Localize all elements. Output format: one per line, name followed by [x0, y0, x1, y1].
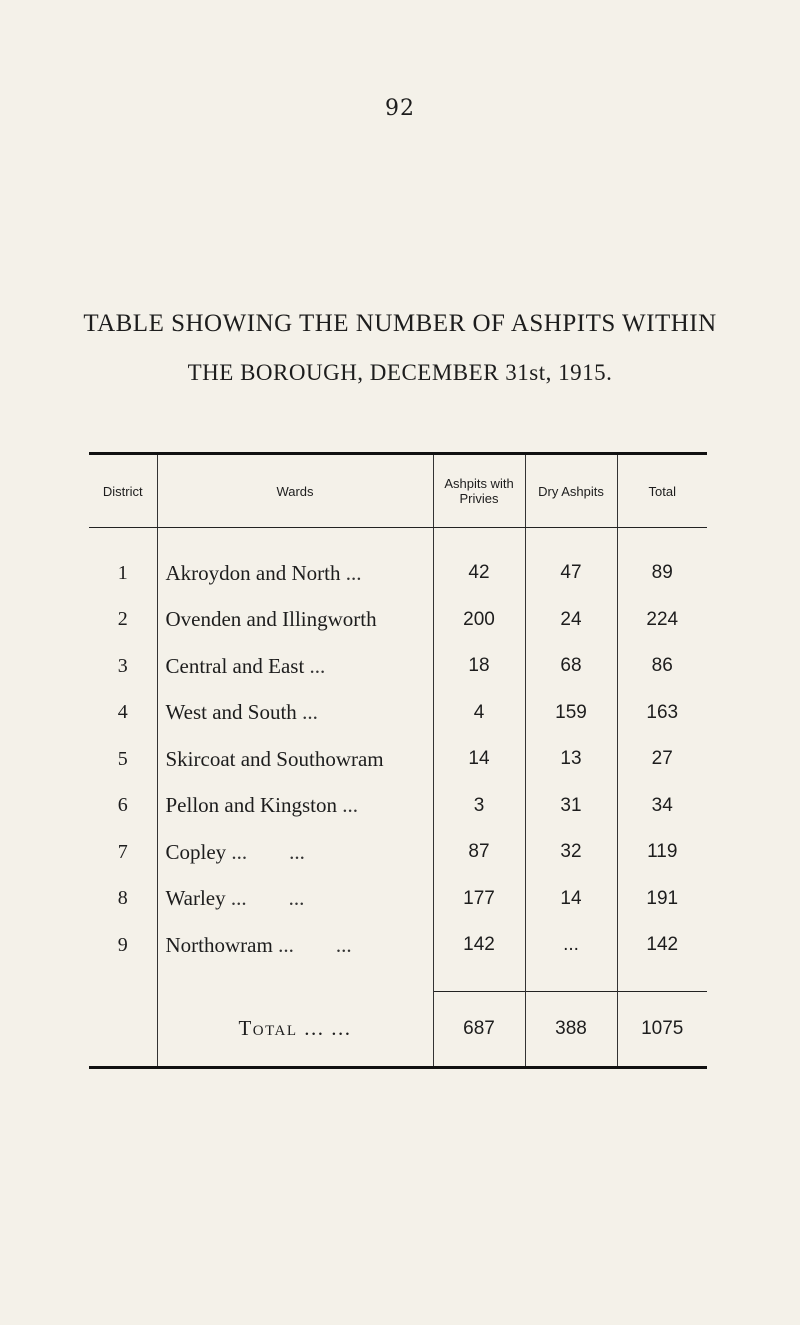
header-ashpits-with-privies: Ashpits with Privies: [433, 454, 525, 528]
table-title-line-2: THE BOROUGH, DECEMBER 31st, 1915.: [187, 360, 613, 385]
header-dry-ashpits: Dry Ashpits: [525, 454, 617, 528]
district-cell: 5: [117, 747, 128, 770]
leader-dots: ...: [302, 700, 318, 725]
ward-name: Pellon and Kingston: [165, 793, 337, 818]
privies-cell: 14: [433, 736, 525, 783]
dry-cell: 13: [525, 736, 617, 783]
leader-dots: ... ...: [230, 886, 305, 911]
ward-cell: [157, 829, 433, 876]
dry-cell: ...: [525, 922, 617, 969]
district-cell: 3: [117, 654, 128, 677]
total-cell: 27: [617, 736, 707, 783]
total-cell: 163: [617, 690, 707, 737]
spacer-row: [89, 528, 707, 551]
total-cell: 191: [617, 876, 707, 923]
total-cell: 34: [617, 783, 707, 830]
spacer-row: [89, 969, 707, 992]
table-row: [89, 550, 707, 597]
ward-name: Copley: [165, 839, 227, 864]
total-cell: 89: [617, 550, 707, 597]
ward-cell: [157, 597, 433, 644]
totals-row: [89, 991, 707, 1067]
ward-cell: [157, 922, 433, 969]
privies-cell: 200: [433, 597, 525, 644]
header-wards: Wards: [157, 454, 433, 528]
ward-cell: [157, 876, 433, 923]
leader-dots: ... ...: [231, 839, 305, 864]
dry-cell: 68: [525, 643, 617, 690]
district-cell: 4: [117, 701, 128, 724]
ward-name: Skircoat and Southowram: [165, 746, 384, 771]
total-cell: 119: [617, 829, 707, 876]
table-row: [89, 922, 707, 969]
table-row: [89, 736, 707, 783]
table-row: [89, 876, 707, 923]
total-cell: 224: [617, 597, 707, 644]
page-number: 92: [385, 96, 415, 121]
district-cell: 6: [117, 794, 128, 817]
district-cell: 8: [117, 887, 128, 910]
ward-name: Central and East: [165, 653, 305, 678]
header-total: Total: [617, 454, 707, 528]
privies-cell: 4: [433, 690, 525, 737]
district-cell: 9: [117, 933, 128, 956]
leader-dots: ...: [309, 653, 326, 678]
table-title-line-1: TABLE SHOWING THE NUMBER OF ASHPITS WITHIN: [83, 310, 717, 337]
totals-dry: 388: [525, 991, 617, 1067]
privies-cell: 42: [433, 550, 525, 597]
ward-cell: [157, 643, 433, 690]
dry-cell: 24: [525, 597, 617, 644]
table-row: [89, 643, 707, 690]
table-row: [89, 829, 707, 876]
leader-dots: ... ...: [278, 932, 352, 957]
district-cell: 2: [117, 608, 128, 631]
district-cell: 7: [117, 840, 128, 863]
privies-cell: 3: [433, 783, 525, 830]
district-cell: 1: [117, 561, 128, 584]
totals-label: Total ... ...: [157, 991, 433, 1067]
ward-name: Warley: [165, 886, 226, 911]
dry-cell: 32: [525, 829, 617, 876]
ward-cell: [157, 783, 433, 830]
table-row: [89, 783, 707, 830]
leader-dots: ...: [342, 793, 358, 818]
total-cell: 86: [617, 643, 707, 690]
totals-total: 1075: [617, 991, 707, 1067]
ward-name: West and South: [165, 700, 297, 725]
ward-name: Akroydon and North: [165, 560, 341, 585]
dry-cell: 159: [525, 690, 617, 737]
header-district: District: [89, 454, 157, 528]
privies-cell: 87: [433, 829, 525, 876]
dry-cell: 31: [525, 783, 617, 830]
ward-cell: [157, 690, 433, 737]
ward-cell: [157, 736, 433, 783]
leader-dots: ...: [345, 560, 362, 585]
ward-name: Northowram: [165, 932, 273, 957]
privies-cell: 177: [433, 876, 525, 923]
privies-cell: 142: [433, 922, 525, 969]
header-row: [89, 454, 707, 528]
dry-cell: 14: [525, 876, 617, 923]
dry-cell: 47: [525, 550, 617, 597]
ward-name: Ovenden and Illingworth: [165, 607, 377, 632]
table-row: [89, 597, 707, 644]
ward-cell: [157, 550, 433, 597]
ashpits-table: [89, 452, 707, 1050]
totals-privies: 687: [433, 991, 525, 1067]
privies-cell: 18: [433, 643, 525, 690]
table-row: [89, 690, 707, 737]
total-cell: 142: [617, 922, 707, 969]
